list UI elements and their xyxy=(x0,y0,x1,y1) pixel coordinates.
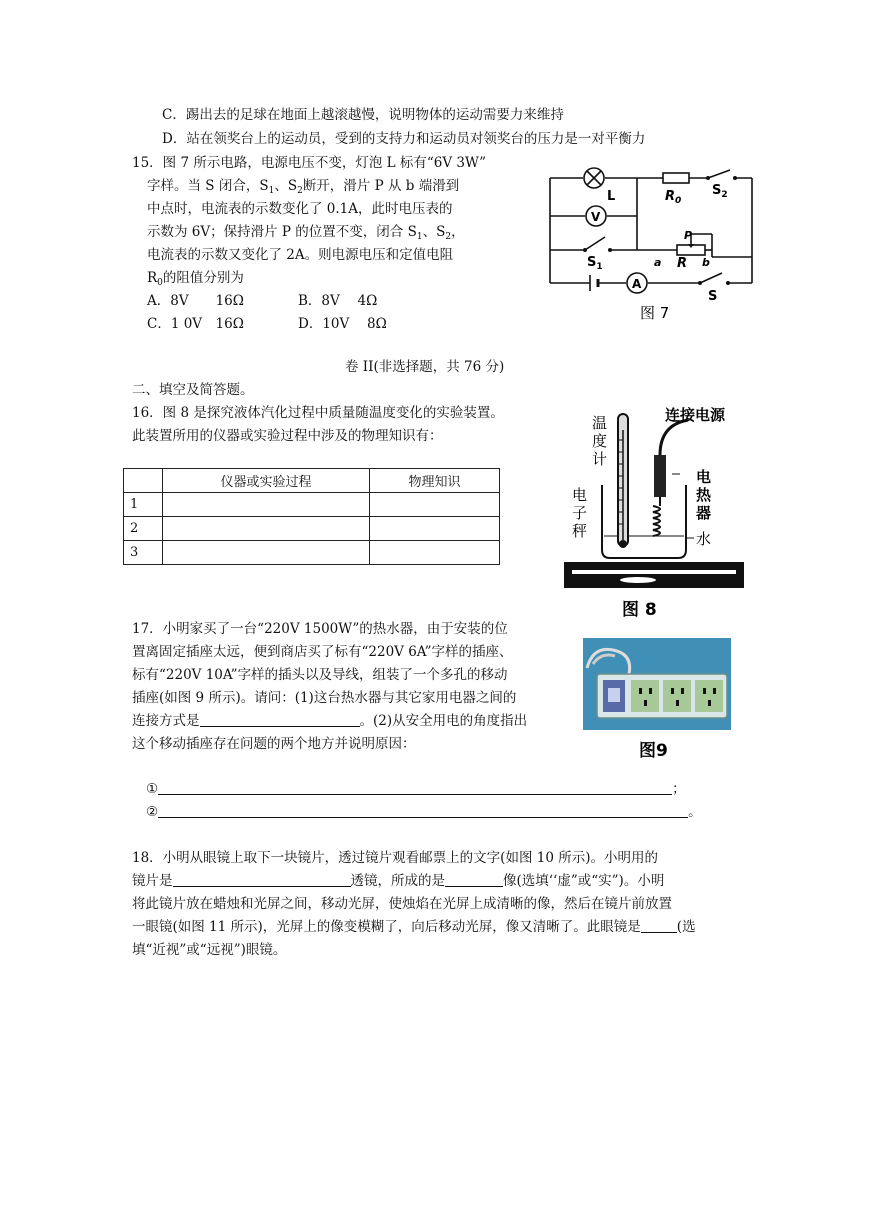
figure-8-caption: 图 8 xyxy=(622,600,657,620)
label-scale-2: 子 xyxy=(572,504,588,522)
label-heater-3: 器 xyxy=(696,504,712,522)
q17-line-1: 17．小明家买了一台“220V 1500W”的热水器，由于安装的位 xyxy=(132,621,508,637)
q14-option-c: C．踢出去的足球在地面上越滚越慢，说明物体的运动需要力来维持 xyxy=(162,107,564,123)
q15-line-2: 字样。当 S 闭合，$S_1$、$S_2$断开，滑片 P 从 b 端滑到 xyxy=(147,178,460,196)
q18-line-4: 一眼镜(如图 11 所示)，光屏上的像变模糊了，向后移动光屏，像又清晰了。此眼镜是 (选 xyxy=(132,919,696,935)
table-header-row xyxy=(124,469,500,493)
q18-line-2: 镜片是 透镜，所成的是 像(选填‘‘虚”或“实”)。小明 xyxy=(132,873,665,889)
answer-cell[interactable] xyxy=(370,517,500,541)
answer-cell[interactable] xyxy=(163,541,370,565)
ammeter-symbol: A xyxy=(632,277,642,291)
label-power: 连接电源 xyxy=(665,406,726,424)
q18-blank-lens[interactable] xyxy=(173,872,351,887)
q18-line-5: 填“近视”或“远视”)眼镜。 xyxy=(132,942,287,958)
row-number: 3 xyxy=(124,541,163,565)
table-header-cell xyxy=(124,469,163,493)
q15-option-c: C．1 0V 16Ω xyxy=(147,316,244,332)
table-header-cell: 仪器或实验过程 xyxy=(163,469,370,493)
label-heater-1: 电 xyxy=(696,468,712,486)
label-thermometer-1: 温 xyxy=(592,414,608,432)
row-number: 2 xyxy=(124,517,163,541)
q17-answer-2: ② 。 xyxy=(146,804,702,820)
answer-cell[interactable] xyxy=(370,493,500,517)
q16-answer-table xyxy=(123,468,500,565)
figure-8-apparatus xyxy=(560,400,750,620)
q18-blank-image[interactable] xyxy=(445,872,503,887)
table-row xyxy=(124,541,500,565)
q15-line-5: 电流表的示数又变化了 2A。则电源电压和定值电阻 xyxy=(147,247,454,263)
label-R: R xyxy=(677,256,688,271)
q15-option-b: B．8V 4Ω xyxy=(298,293,378,309)
label-scale-1: 电 xyxy=(572,486,588,504)
figure-9-power-strip xyxy=(583,638,733,766)
label-a: a xyxy=(654,256,662,269)
q14-option-d: D．站在领奖台上的运动员，受到的支持力和运动员对领奖台的压力是一对平衡力 xyxy=(162,131,646,147)
label-R0: $R_0$ xyxy=(665,189,682,206)
label-heater-2: 热 xyxy=(696,486,712,504)
q15-option-d: D．10V 8Ω xyxy=(298,316,387,332)
q17-line-6: 这个移动插座存在问题的两个地方并说明原因： xyxy=(132,736,416,752)
section-2-heading: 卷 II(非选择题，共 76 分) xyxy=(345,359,505,375)
label-scale-3: 秤 xyxy=(572,522,588,540)
q15-line-4: 示数为 6V；保持滑片 P 的位置不变，闭合 $S_1$、$S_2$， xyxy=(147,224,465,242)
q15-option-a: A．8V 16Ω xyxy=(147,293,244,309)
figure-7-caption: 图 7 xyxy=(640,304,670,322)
q15-line-3: 中点时，电流表的示数变化了 0.1A，此时电压表的 xyxy=(147,201,453,217)
q16-line-2: 此装置所用的仪器或实验过程中涉及的物理知识有： xyxy=(132,428,443,444)
q17-answer-1: ① ； xyxy=(146,781,686,797)
q17-blank-2[interactable] xyxy=(158,803,688,818)
label-L: L xyxy=(607,189,616,204)
figure-9-caption: 图9 xyxy=(639,741,668,761)
q17-blank-1[interactable] xyxy=(158,780,672,795)
label-S2: $S_2$ xyxy=(712,183,728,200)
label-S1: $S_1$ xyxy=(587,255,603,272)
q18-blank-glasses[interactable] xyxy=(641,918,677,933)
label-P: P xyxy=(684,229,693,242)
answer-cell[interactable] xyxy=(370,541,500,565)
q18-line-1: 18．小明从眼镜上取下一块镜片，透过镜片观看邮票上的文字(如图 10 所示)。小明用的 xyxy=(132,850,658,866)
table-header-cell: 物理知识 xyxy=(370,469,500,493)
q15-line-1: 15．图 7 所示电路，电源电压不变，灯泡 L 标有“6V 3W” xyxy=(132,155,487,171)
label-thermometer-2: 度 xyxy=(592,432,608,450)
voltmeter-symbol: V xyxy=(591,210,601,224)
label-thermometer-3: 计 xyxy=(592,450,608,468)
answer-cell[interactable] xyxy=(163,517,370,541)
q17-line-2: 置离固定插座太远，便到商店买了标有“220V 6A”字样的插座、 xyxy=(132,644,513,660)
label-S: S xyxy=(708,289,718,304)
answer-cell[interactable] xyxy=(163,493,370,517)
table-row xyxy=(124,517,500,541)
q18-line-3: 将此镜片放在蜡烛和光屏之间，移动光屏，使烛焰在光屏上成清晰的像，然后在镜片前放置 xyxy=(132,896,672,912)
label-water: 水 xyxy=(696,530,712,548)
figure-7-circuit xyxy=(540,160,760,328)
part-2-title: 二、填空及简答题。 xyxy=(132,382,254,398)
row-number: 1 xyxy=(124,493,163,517)
q16-line-1: 16．图 8 是探究液体汽化过程中质量随温度变化的实验装置。 xyxy=(132,405,504,421)
q15-line-6: $R_0$的阻值分别为 xyxy=(147,270,244,288)
q17-line-4: 插座(如图 9 所示)。请问：(1)这台热水器与其它家用电器之间的 xyxy=(132,690,517,706)
table-row xyxy=(124,493,500,517)
label-b: b xyxy=(702,256,710,269)
q17-blank-connection[interactable] xyxy=(200,712,360,727)
q17-line-3: 标有“220V 10A”字样的插头以及导线，组装了一个多孔的移动 xyxy=(132,667,508,683)
q17-line-5: 连接方式是 。(2)从安全用电的角度指出 xyxy=(132,713,528,729)
